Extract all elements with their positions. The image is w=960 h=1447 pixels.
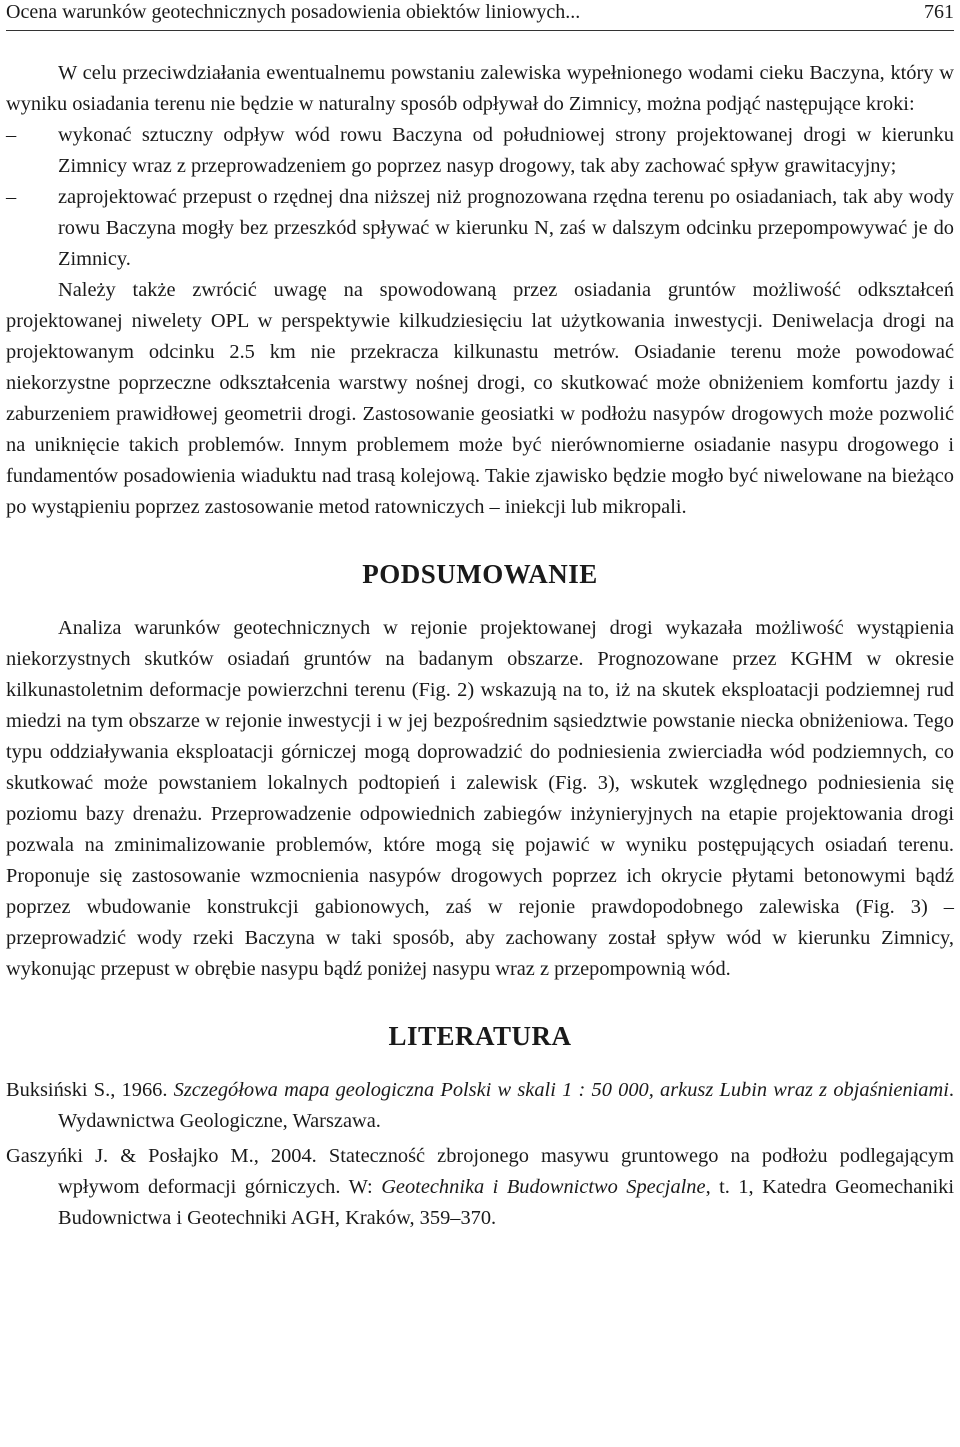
reference-item [6,1141,954,1234]
paragraph-settlement: Należy także zwrócić uwagę na spowodowaną przez osiadania gruntów możliwość odkształceń projektowanej niwelety OPL w perspektywie kilkudziesięciu lat użytkowania inwestycji. Deniwelacja drogi na projektowanym odcinku 2.5 km nie przekracza kilkunastu metrów. Osiadanie terenu może powodować niekorzystne poprzeczne odkształcenia warstwy nośnej drogi, co skutkować może obniżeniem komfortu jazdy i zaburzeniem prawidłowej geometrii drogi. Zastosowanie geosiatki w podłożu nasypów drogowych może pozwolić na uniknięcie takich problemów. Innym problemem może być nierównomierne osiadanie nasypu drogowego i fundamentów posadowienia wiaduktu nad trasą kolejową. Takie zjawisko będzie mogło być niwelowane na bieżąco po wystąpieniu poprzez zastosowanie metod ratowniczych – iniekcji lub mikropali. [6,279,954,518]
body-text [6,58,954,1238]
list-item-text: zaprojektować przepust o rzędnej dna niższej niż prognozowana rzędna terenu po osiadaniach, tak aby wody rowu Baczyna mogły bez przeszkód spływać w kierunku N, zaś w dalszym odcinku przepompowywać je do Zimnicy. [58,186,954,270]
summary-heading: PODSUMOWANIE [362,559,598,589]
running-header [6,0,954,31]
bullet-dash: – [6,124,17,146]
reference-authors: Buksiński S., 1966. [6,1079,168,1101]
reference-rest: . Wydawnictwa Geologiczne, Warszawa. [58,1079,954,1132]
reference-item [6,1075,954,1137]
literature-heading: LITERATURA [388,1021,572,1051]
reference-authors: Gaszyńki J. & Posłajko M., 2004. [6,1145,317,1167]
reference-title: Geotechnika i Budownictwo Specjalne [381,1176,706,1198]
paragraph-summary: Analiza warunków geotechnicznych w rejonie projektowanej drogi wykazała możliwość wystąpienia niekorzystnych skutków osiadań gruntów na badanym obszarze. Prognozowane przez KGHM w okresie kilkunastoletnim deformacje powierzchni terenu (Fig. 2) wskazują na to, iż na skutek eksploatacji podziemnej rud miedzi na tym obszarze w rejonie inwestycji i w jej bezpośrednim sąsiedztwie powstanie niecka obniżeniowa. Tego typu oddziaływania eksploatacji górniczej mogą doprowadzić do podniesienia zwierciadła wód podziemnych, co skutkować może powstaniem lokalnych podtopień i zalewisk (Fig. 3), wskutek względnego podniesienia się poziomu bazy drenażu. Przeprowadzenie odpowiednich zabiegów inżynieryjnych na etapie projektowania drogi pozwala na zminimalizowanie problemów, które mogą się pojawić w wyniku postępujących osiadań terenu. Proponuje się zastosowanie wzmocnienia nasypów drogowych poprzez ich okrycie płytami betonowymi bądź poprzez wbudowanie konstrukcji gabionowych, zaś w rejonie prawdopodobnego zalewiska (Fig. 3) – przeprowadzić wody rzeki Baczyna w taki sposób, aby zachowany został spływ wód w kierunku Zimnicy, wykonując przepust w obrębie nasypu bądź poniżej nasypu wraz z przepompownią wód. [6,617,954,980]
list-item [6,120,954,182]
reference-title: Szczegółowa mapa geologiczna Polski w skali 1 : 50 000, arkusz Lubin wraz z objaśnieniami [173,1079,949,1101]
page-number: 761 [924,1,954,23]
running-header-title: Ocena warunków geotechnicznych posadowienia obiektów liniowych... [6,1,581,23]
list-item [6,182,954,275]
paragraph-intro: W celu przeciwdziałania ewentualnemu powstaniu zalewiska wypełnionego wodami cieku Baczyna, który w wyniku osiadania terenu nie będzie w naturalny sposób odpływał do Zimnicy, można podjąć następujące kroki: [6,62,954,115]
list-item-text: wykonać sztuczny odpływ wód rowu Baczyna od południowej strony projektowanej drogi w kierunku Zimnicy wraz z przeprowadzeniem go poprzez nasyp drogowy, tak aby zachować spływ grawitacyjny; [58,124,954,177]
reference-pre: Stateczność zbrojonego masywu gruntowego na podłożu podlegającym wpływom deformacji górniczych. W: [58,1145,954,1198]
bullet-dash: – [6,186,17,208]
reference-rest: , t. 1, Katedra Geomechaniki Budownictwa i Geotechniki AGH, Kraków, 359–370. [58,1176,954,1229]
